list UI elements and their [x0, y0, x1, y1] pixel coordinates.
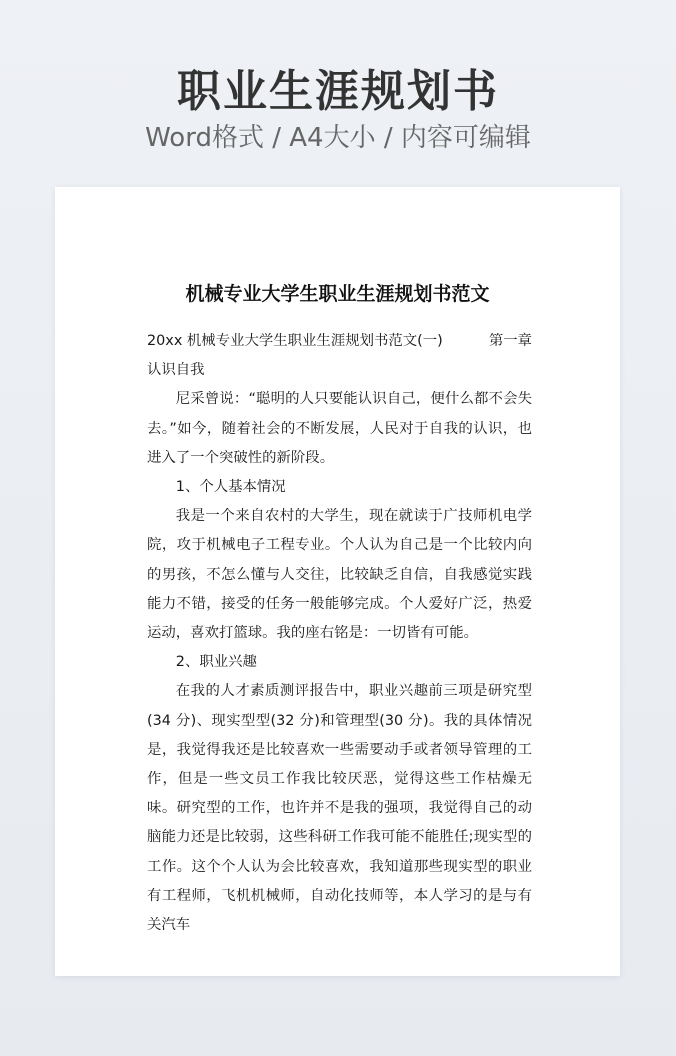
banner-title: 职业生涯规划书: [177, 66, 499, 117]
paragraph-basic-info: 我是一个来自农村的大学生，现在就读于广技师机电学院，攻于机械电子工程专业。个人认为自己是一个比较内向的男孩，不怎么懂与人交往，比较缺乏自信，自我感觉实践能力不错，接受的任务一般能够完成。个人爱好广泛，热爱运动，喜欢打篮球。我的座右铭是：一切皆有可能。: [147, 508, 532, 642]
section-heading-career-interest: 2、职业兴趣: [175, 654, 257, 671]
banner-subtitle: Word格式 / A4大小 / 内容可编辑: [145, 123, 531, 153]
paragraph-intro: 尼采曾说：“聪明的人只要能认识自己，便什么都不会失去。”如今，随着社会的不断发展，人民对于自我的认识，也进入了一个突破性的新阶段。: [147, 391, 532, 466]
document-body: [147, 327, 532, 940]
chapter-heading-left: 20xx 机械专业大学生职业生涯规划书范文(一): [147, 333, 443, 349]
chapter-heading-right: 第一章: [488, 333, 532, 349]
section-heading-basic-info: 1、个人基本情况: [175, 479, 286, 496]
document-title: 机械专业大学生职业生涯规划书范文: [185, 283, 490, 305]
chapter-title: 认识自我: [147, 362, 205, 379]
document-page: [55, 187, 620, 976]
paragraph-career-interest: 在我的人才素质测评报告中，职业兴趣前三项是研究型(34 分)、现实型型(32 分)和管理型(30 分)。我的具体情况是，我觉得我还是比较喜欢一些需要动手或者领导管理的工作，但是一些文员工作我比较厌恶，觉得这些工作枯燥无味。研究型的工作，也许并不是我的强项，我觉得自己的动脑能力还是比较弱，这些科研工作我可能不能胜任;现实型的工作。这个个人认为会比较喜欢，我知道那些现实型的职业有工程师，飞机机械师，自动化技师等，本人学习的是与有关汽车: [147, 683, 532, 934]
chapter-heading-line: [147, 327, 532, 356]
